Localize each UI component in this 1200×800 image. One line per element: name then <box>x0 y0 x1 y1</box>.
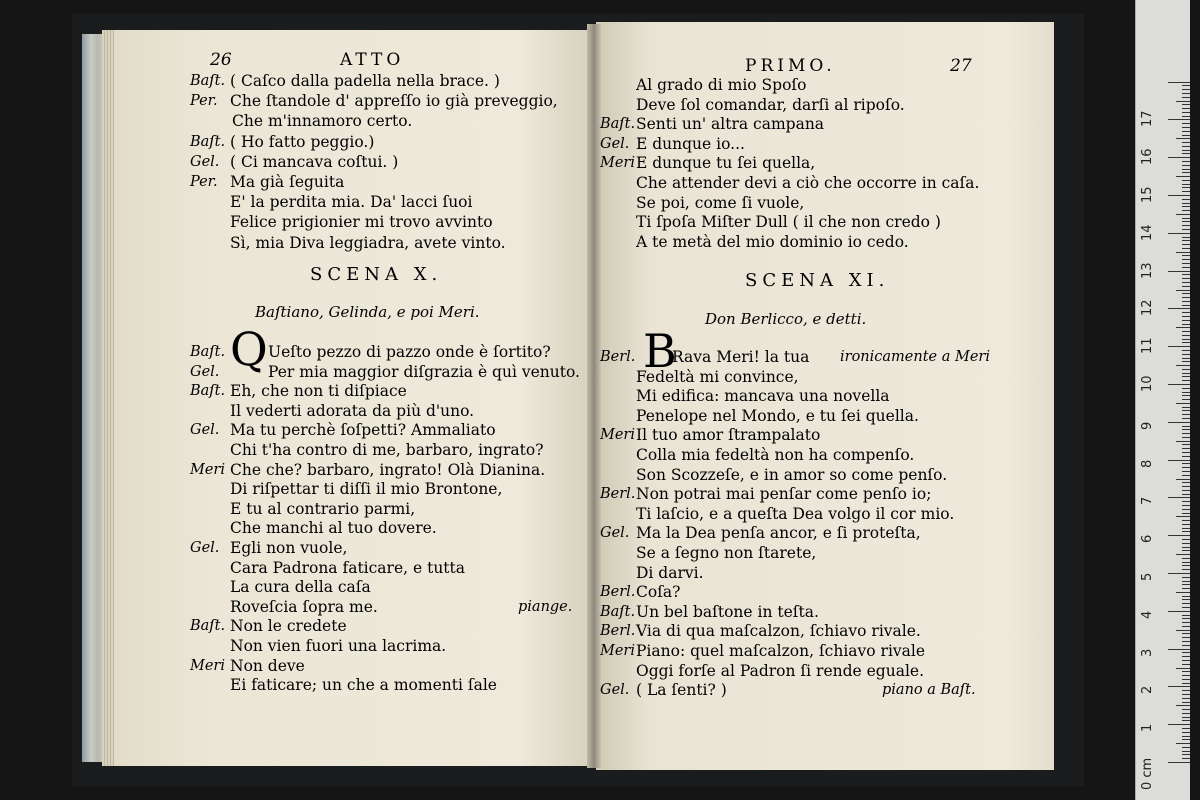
ruler-tick <box>1182 331 1190 332</box>
ruler-tick <box>1182 758 1190 759</box>
dialogue-line: E dunque io... <box>636 134 745 153</box>
ruler-tick <box>1182 475 1190 476</box>
speaker-label: Berl. <box>600 486 636 503</box>
ruler-tick <box>1168 611 1190 612</box>
ruler-tick <box>1182 286 1190 287</box>
ruler-tick <box>1182 679 1190 680</box>
ruler-tick <box>1182 603 1190 604</box>
dialogue-line: Coſa? <box>636 583 681 602</box>
ruler-tick <box>1182 418 1190 419</box>
ruler-tick <box>1182 717 1190 718</box>
speaker-label: Gel. <box>600 135 630 152</box>
speaker-label: Baſt. <box>190 344 226 360</box>
ruler-tick <box>1182 380 1190 381</box>
ruler-tick <box>1182 584 1190 585</box>
ruler-tick <box>1168 573 1190 574</box>
ruler-tick <box>1182 728 1190 729</box>
speaker-label: Berl. <box>600 584 636 601</box>
ruler-tick <box>1176 743 1190 744</box>
speaker-label: Baſt. <box>600 116 636 133</box>
left-page-number: 26 <box>210 50 232 70</box>
ruler-tick <box>1182 407 1190 408</box>
ruler-tick <box>1182 558 1190 559</box>
ruler-tick <box>1182 675 1190 676</box>
dialogue-line: Cara Padrona faticare, e tutta <box>230 558 465 577</box>
ruler-tick <box>1182 388 1190 389</box>
ruler-number: 14 <box>1140 224 1155 241</box>
ruler-tick <box>1182 123 1190 124</box>
ruler-number: 7 <box>1140 497 1155 506</box>
ruler-tick <box>1182 153 1190 154</box>
ruler-tick <box>1182 206 1190 207</box>
ruler-tick <box>1176 441 1190 442</box>
ruler-tick <box>1182 320 1190 321</box>
speaker-label: Meri <box>600 643 635 659</box>
ruler-tick <box>1182 369 1190 370</box>
ruler-tick <box>1176 138 1190 139</box>
left-running-head: ATTO <box>340 50 405 70</box>
ruler-tick <box>1182 720 1190 721</box>
ruler-tick <box>1182 199 1190 200</box>
ruler-tick <box>1182 713 1190 714</box>
ruler-tick <box>1182 259 1190 260</box>
left-scene-persons: Baſtiano, Gelinda, e poi Meri. <box>255 303 480 321</box>
dialogue-line: Ma la Dea penſa ancor, e ſi proteſta, <box>636 524 921 543</box>
ruler-tick <box>1182 471 1190 472</box>
dialogue-line: Il vederti adorata da più d'uno. <box>230 401 475 420</box>
dialogue-line: Ma già ſeguita <box>230 173 345 191</box>
ruler-tick <box>1168 195 1190 196</box>
dialogue-line: Ueſto pezzo di pazzo onde è ſortito? <box>268 343 551 361</box>
ruler-tick <box>1176 403 1190 404</box>
ruler-tick <box>1182 577 1190 578</box>
ruler-tick <box>1182 142 1190 143</box>
ruler-tick <box>1182 244 1190 245</box>
ruler-unit-label: 0 cm <box>1140 757 1155 790</box>
ruler-tick <box>1182 509 1190 510</box>
right-page-number: 27 <box>950 56 972 76</box>
ruler-tick <box>1168 535 1190 536</box>
ruler-tick <box>1182 463 1190 464</box>
ruler-tick <box>1182 210 1190 211</box>
ruler-tick <box>1182 172 1190 173</box>
speaker-label: Gel. <box>190 422 220 439</box>
dialogue-line: Penelope nel Mondo, e tu ſei quella. <box>636 406 919 425</box>
ruler-tick <box>1182 180 1190 181</box>
dialogue-line: Colla mia fedeltà non ha compenſo. <box>636 446 915 464</box>
speaker-label: Baſt. <box>600 603 636 620</box>
ruler-tick <box>1182 754 1190 755</box>
ruler-tick <box>1168 422 1190 423</box>
dialogue-line: Felice prigionier mi trovo avvinto <box>230 213 493 232</box>
ruler-tick <box>1182 698 1190 699</box>
ruler-number: 13 <box>1140 262 1155 279</box>
ruler-tick <box>1168 384 1190 385</box>
ruler-tick <box>1182 736 1190 737</box>
ruler-tick <box>1182 267 1190 268</box>
ruler-tick <box>1176 101 1190 102</box>
speaker-label: Gel. <box>600 525 630 542</box>
dialogue-line: Che che? barbaro, ingrato! Olà Dianina. <box>230 460 546 479</box>
speaker-label: Baſt. <box>190 133 226 150</box>
ruler-tick <box>1182 437 1190 438</box>
ruler-tick <box>1182 539 1190 540</box>
ruler-tick <box>1168 460 1190 461</box>
ruler-tick <box>1182 410 1190 411</box>
ruler-tick <box>1182 376 1190 377</box>
ruler-tick <box>1182 414 1190 415</box>
ruler-tick <box>1176 252 1190 253</box>
ruler-tick <box>1182 683 1190 684</box>
ruler-tick <box>1182 524 1190 525</box>
ruler-tick <box>1182 452 1190 453</box>
dialogue-line: Che manchi al tuo dovere. <box>230 519 437 538</box>
ruler-tick <box>1182 637 1190 638</box>
ruler-tick <box>1182 305 1190 306</box>
ruler-tick <box>1182 429 1190 430</box>
speaker-label: Baſt. <box>190 383 226 400</box>
ruler-tick <box>1182 633 1190 634</box>
ruler-tick <box>1182 671 1190 672</box>
ruler-tick <box>1182 622 1190 623</box>
stage-direction: ironicamente a Meri <box>840 349 990 365</box>
ruler-tick <box>1182 297 1190 298</box>
ruler-tick <box>1182 112 1190 113</box>
ruler-number: 1 <box>1140 723 1155 733</box>
dialogue-line: Al grado di mio Spoſo <box>636 76 807 94</box>
dialogue-line: Egli non vuole, <box>230 539 348 557</box>
dialogue-line: La cura della caſa <box>230 578 371 597</box>
speaker-label: Gel. <box>600 682 630 699</box>
ruler-number: 9 <box>1140 421 1155 430</box>
ruler-tick <box>1182 104 1190 105</box>
dialogue-line: Se a ſegno non ſtarete, <box>636 544 817 562</box>
ruler-tick <box>1182 146 1190 147</box>
ruler-tick <box>1176 479 1190 480</box>
ruler-tick <box>1182 467 1190 468</box>
speaker-label: Per. <box>190 93 218 110</box>
ruler-tick <box>1182 399 1190 400</box>
dialogue-line: Ti laſcio, e a queſta Dea volgo il cor mio. <box>636 504 955 523</box>
right-scene-persons: Don Berlicco, e detti. <box>705 310 867 328</box>
ruler-tick <box>1168 119 1190 120</box>
ruler-tick <box>1182 694 1190 695</box>
ruler-tick <box>1182 739 1190 740</box>
dialogue-line: E dunque tu ſei quella, <box>636 154 816 173</box>
ruler-tick <box>1182 550 1190 551</box>
ruler-tick <box>1176 668 1190 669</box>
ruler-tick <box>1182 350 1190 351</box>
ruler-number: 16 <box>1140 148 1155 166</box>
speaker-label: Berl. <box>600 349 636 365</box>
ruler-tick <box>1182 543 1190 544</box>
ruler-tick <box>1176 554 1190 555</box>
dialogue-line: Ti ſpoſa Miſter Dull ( il che non credo ) <box>636 213 941 232</box>
ruler-tick <box>1182 562 1190 563</box>
ruler-tick <box>1182 607 1190 608</box>
speaker-label: Gel. <box>190 363 220 380</box>
ruler-tick <box>1182 358 1190 359</box>
ruler-tick <box>1182 169 1190 170</box>
ruler-tick <box>1182 656 1190 657</box>
dialogue-line: Se poi, come ſi vuole, <box>636 193 805 212</box>
dialogue-line: Per mia maggior diſgrazia è quì venuto. <box>268 362 580 381</box>
dialogue-line: Eh, che non ti diſpiace <box>230 382 407 401</box>
ruler-tick <box>1182 569 1190 570</box>
ruler-tick <box>1182 690 1190 691</box>
ruler-tick <box>1182 486 1190 487</box>
ruler-tick <box>1182 218 1190 219</box>
ruler-tick <box>1168 649 1190 650</box>
ruler-tick <box>1182 135 1190 136</box>
dialogue-line: Un bel baſtone in teſta. <box>636 602 819 621</box>
ruler-tick <box>1176 327 1190 328</box>
ruler-tick <box>1182 274 1190 275</box>
dialogue-line: Di darvi. <box>636 563 704 582</box>
ruler-tick <box>1168 497 1190 498</box>
ruler-number: 3 <box>1140 648 1155 657</box>
ruler-number: 4 <box>1140 610 1155 619</box>
ruler-tick <box>1182 184 1190 185</box>
ruler-tick <box>1182 448 1190 449</box>
speaker-label: Per. <box>190 174 218 190</box>
dialogue-line: Non vien fuori una lacrima. <box>230 637 447 655</box>
ruler-tick <box>1182 664 1190 665</box>
ruler-tick <box>1182 229 1190 230</box>
ruler-tick <box>1182 501 1190 502</box>
ruler-tick <box>1168 271 1190 272</box>
ruler-tick <box>1182 131 1190 132</box>
speaker-label: Meri <box>190 657 225 674</box>
ruler-tick <box>1182 127 1190 128</box>
ruler-tick <box>1182 599 1190 600</box>
ruler-tick <box>1182 316 1190 317</box>
ruler-tick <box>1182 161 1190 162</box>
speaker-label: Meri <box>600 155 635 172</box>
right-scene-title: SCENA XI. <box>745 270 890 291</box>
ruler-number: 11 <box>1140 337 1155 355</box>
ruler-tick <box>1176 365 1190 366</box>
ruler-tick <box>1176 290 1190 291</box>
dialogue-line: Rava Meri! la tua <box>672 348 810 366</box>
dialogue-line: ( Ci mancava coſtui. ) <box>230 152 399 171</box>
dialogue-line: ( La ſenti? ) <box>636 681 727 700</box>
ruler-tick <box>1182 263 1190 264</box>
ruler-number: 5 <box>1140 572 1155 581</box>
ruler-tick <box>1182 392 1190 393</box>
dialogue-line: Senti un' altra campana <box>636 115 825 134</box>
speaker-label: Gel. <box>190 153 220 170</box>
dialogue-line: Chi t'ha contro di me, barbaro, ingrato? <box>230 441 544 459</box>
speaker-label: Meri <box>600 427 635 444</box>
ruler-tick <box>1168 157 1190 158</box>
ruler-tick <box>1182 660 1190 661</box>
dialogue-line: E tu al contrario parmi, <box>230 499 416 518</box>
ruler-tick <box>1176 592 1190 593</box>
dialogue-line: E' la perdita mia. Da' lacci ſuoi <box>230 193 473 212</box>
ruler-tick <box>1182 626 1190 627</box>
ruler-tick <box>1168 82 1190 83</box>
left-drop-cap: Q <box>230 322 268 376</box>
speaker-label: Meri <box>190 461 225 478</box>
stage-direction: piano a Baſt. <box>882 682 976 699</box>
ruler-tick <box>1182 339 1190 340</box>
ruler-tick <box>1182 547 1190 548</box>
ruler-tick <box>1182 150 1190 151</box>
dialogue-line: Fedeltà mi convince, <box>636 367 799 386</box>
ruler-tick <box>1182 282 1190 283</box>
ruler-tick <box>1182 588 1190 589</box>
dialogue-line: Che ſtandole d' appreſſo io già preveggio, <box>230 92 558 111</box>
ruler-number: 2 <box>1140 686 1155 695</box>
ruler-tick <box>1182 490 1190 491</box>
ruler-tick <box>1182 520 1190 521</box>
ruler-tick <box>1182 301 1190 302</box>
dialogue-line: Via di qua maſcalzon, ſchiavo rivale. <box>636 622 921 641</box>
ruler-tick <box>1182 747 1190 748</box>
ruler-tick <box>1182 444 1190 445</box>
ruler-tick <box>1182 494 1190 495</box>
ruler-number: 12 <box>1140 299 1155 317</box>
ruler-tick <box>1182 255 1190 256</box>
left-scene-title: SCENA X. <box>310 264 443 285</box>
ruler-tick <box>1182 187 1190 188</box>
ruler-tick <box>1182 652 1190 653</box>
ruler-tick <box>1182 426 1190 427</box>
ruler-tick <box>1182 89 1190 90</box>
ruler-tick <box>1182 395 1190 396</box>
ruler-tick <box>1182 221 1190 222</box>
ruler-tick <box>1176 630 1190 631</box>
ruler-tick <box>1176 176 1190 177</box>
dialogue-line: Non deve <box>230 656 305 675</box>
ruler-number: 6 <box>1140 534 1155 544</box>
ruler-tick <box>1182 751 1190 752</box>
speaker-label: Gel. <box>190 540 220 556</box>
ruler-tick <box>1182 596 1190 597</box>
dialogue-line: Piano: quel maſcalzon, ſchiavo rivale <box>636 642 926 660</box>
ruler-tick <box>1168 762 1190 763</box>
ruler-tick <box>1182 531 1190 532</box>
dialogue-line: Di riſpettar ti diſſi il mio Brontone, <box>230 480 503 499</box>
ruler-tick <box>1168 233 1190 234</box>
ruler-tick <box>1182 456 1190 457</box>
ruler-tick <box>1182 615 1190 616</box>
ruler-tick <box>1168 308 1190 309</box>
ruler-tick <box>1182 237 1190 238</box>
ruler-tick <box>1182 361 1190 362</box>
ruler-tick <box>1182 565 1190 566</box>
ruler-tick <box>1168 724 1190 725</box>
dialogue-line: Non potrai mai penſar come penſo io; <box>636 485 932 504</box>
dialogue-line: Sì, mia Diva leggiadra, avete vinto. <box>230 233 506 252</box>
ruler-tick <box>1182 240 1190 241</box>
book-gutter <box>587 24 601 768</box>
ruler-tick <box>1176 516 1190 517</box>
ruler-tick <box>1182 732 1190 733</box>
dialogue-line: ( Ho fatto peggio.) <box>230 132 375 151</box>
ruler-tick <box>1182 373 1190 374</box>
dialogue-line: Che attender devi a ciò che occorre in caſa. <box>636 174 980 192</box>
ruler-tick <box>1182 324 1190 325</box>
ruler-tick <box>1182 165 1190 166</box>
ruler-tick <box>1182 513 1190 514</box>
dialogue-line: Non le credete <box>230 617 347 636</box>
ruler-tick <box>1176 705 1190 706</box>
ruler-tick <box>1182 709 1190 710</box>
dialogue-line: Ei faticare; un che a momenti ſale <box>230 676 497 695</box>
ruler-tick <box>1182 482 1190 483</box>
ruler-tick <box>1182 93 1190 94</box>
ruler-tick <box>1182 433 1190 434</box>
measurement-ruler <box>1135 0 1190 800</box>
ruler-number: 15 <box>1140 186 1155 203</box>
dialogue-line: Oggi forſe al Padron ſi rende eguale. <box>636 661 925 680</box>
ruler-tick <box>1182 618 1190 619</box>
ruler-tick <box>1182 505 1190 506</box>
dialogue-line: A te metà del mio dominio io cedo. <box>636 232 909 251</box>
ruler-tick <box>1182 312 1190 313</box>
ruler-tick <box>1182 641 1190 642</box>
ruler-tick <box>1182 354 1190 355</box>
ruler-tick <box>1182 225 1190 226</box>
ruler-tick <box>1182 528 1190 529</box>
ruler-tick <box>1182 702 1190 703</box>
dialogue-line: Roveſcia ſopra me. <box>230 597 378 616</box>
speaker-label: Berl. <box>600 623 636 640</box>
dialogue-line: Il tuo amor ſtrampalato <box>636 426 821 445</box>
ruler-tick <box>1182 97 1190 98</box>
ruler-tick <box>1182 293 1190 294</box>
right-drop-cap: B <box>643 324 677 378</box>
ruler-tick <box>1168 346 1190 347</box>
dialogue-line: Son Scozzeſe, e in amor so come penſo. <box>636 465 948 484</box>
dialogue-line: ( Caſco dalla padella nella brace. ) <box>230 72 500 90</box>
ruler-tick <box>1176 214 1190 215</box>
stage-direction: piange. <box>518 598 573 615</box>
ruler-number: 8 <box>1140 459 1155 468</box>
right-running-head: PRIMO. <box>745 56 836 76</box>
ruler-tick <box>1168 686 1190 687</box>
ruler-tick <box>1182 116 1190 117</box>
ruler-tick <box>1182 248 1190 249</box>
ruler-tick <box>1182 335 1190 336</box>
dialogue-line: Ma tu perchè ſoſpetti? Ammaliato <box>230 421 496 440</box>
dialogue-line: Mi edifica: mancava una novella <box>636 387 890 406</box>
ruler-tick <box>1182 108 1190 109</box>
dialogue-line: Deve ſol comandar, darſi al ripoſo. <box>636 95 905 114</box>
speaker-label: Baſt. <box>190 73 226 89</box>
ruler-tick <box>1182 645 1190 646</box>
ruler-tick <box>1182 203 1190 204</box>
ruler-tick <box>1182 342 1190 343</box>
ruler-tick <box>1182 191 1190 192</box>
dialogue-line: Che m'innamoro certo. <box>232 112 413 131</box>
ruler-tick <box>1182 278 1190 279</box>
ruler-number: 10 <box>1140 375 1155 392</box>
ruler-tick <box>1182 581 1190 582</box>
speaker-label: Baſt. <box>190 618 226 635</box>
ruler-number: 17 <box>1140 110 1155 128</box>
ruler-tick <box>1182 85 1190 86</box>
